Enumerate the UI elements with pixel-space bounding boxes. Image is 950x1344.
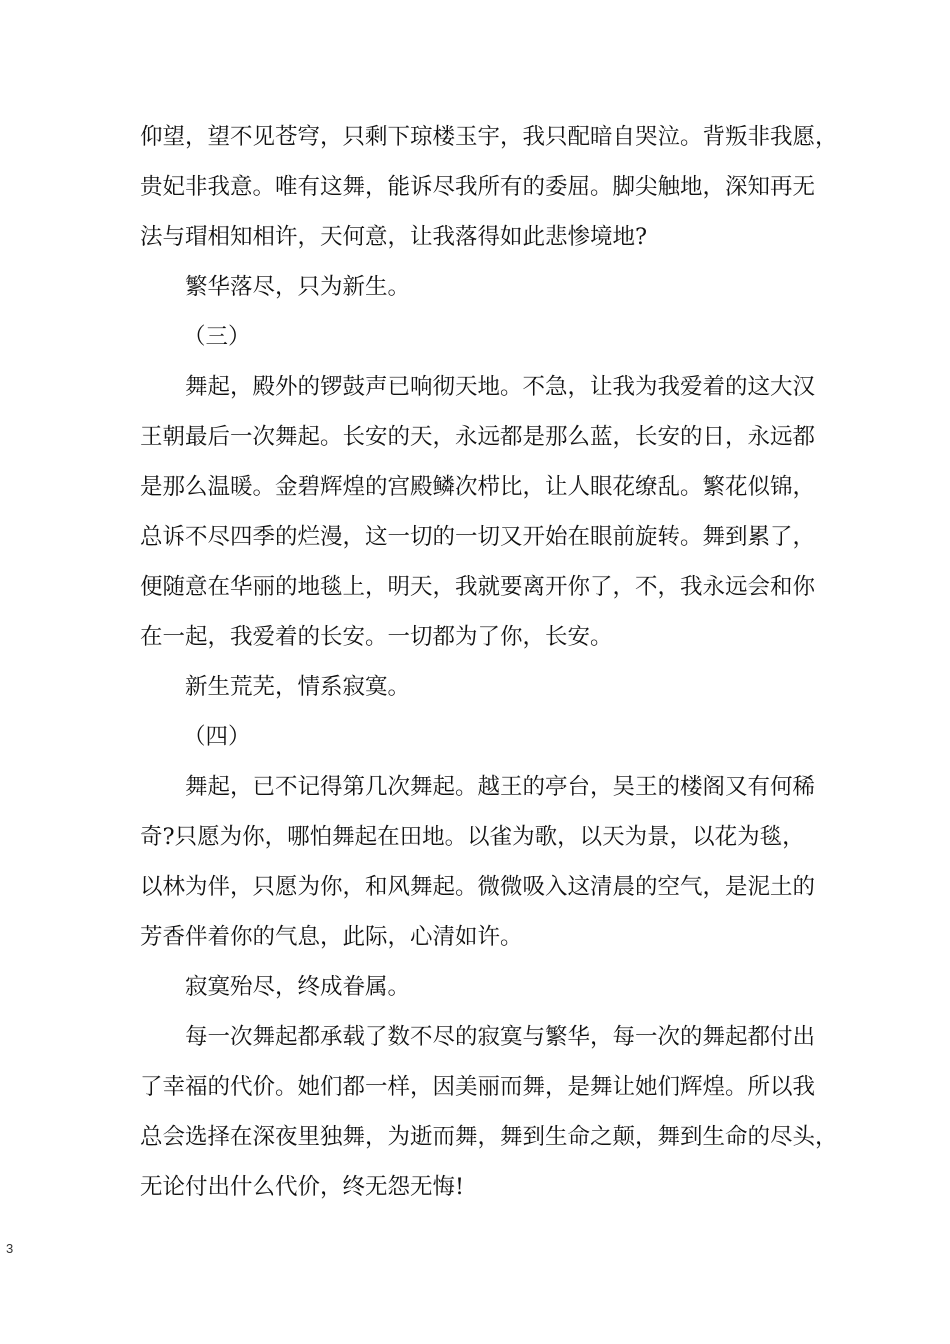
paragraph-line: 舞起，已不记得第几次舞起。越王的亭台，吴王的楼阁又有何稀 <box>185 774 816 800</box>
paragraph-line: 奇?只愿为你，哪怕舞起在田地。以雀为歌，以天为景，以花为毯， <box>140 824 805 850</box>
paragraph-line: 法与瑁相知相许，天何意，让我落得如此悲惨境地? <box>140 224 648 250</box>
paragraph-line: 芳香伴着你的气息，此际，心清如许。 <box>140 924 523 950</box>
paragraph-line: 舞起，殿外的锣鼓声已响彻天地。不急，让我为我爱着的这大汉 <box>185 374 816 400</box>
paragraph-line: 是那么温暖。金碧辉煌的宫殿鳞次栉比，让人眼花缭乱。繁花似锦， <box>140 474 816 500</box>
page-number: 3 <box>6 1241 14 1256</box>
paragraph-line: 在一起，我爱着的长安。一切都为了你，长安。 <box>140 624 613 650</box>
paragraph-line: 总会选择在深夜里独舞，为逝而舞，舞到生命之颠，舞到生命的尽头， <box>140 1124 838 1150</box>
section-heading: （四） <box>183 724 251 750</box>
paragraph-line: 便随意在华丽的地毯上，明天，我就要离开你了，不，我永远会和你 <box>140 574 816 600</box>
paragraph-line: 新生荒芜，情系寂寞。 <box>185 674 411 700</box>
paragraph-line: 王朝最后一次舞起。长安的天，永远都是那么蓝，长安的日，永远都 <box>140 424 816 450</box>
paragraph-line: 总诉不尽四季的烂漫，这一切的一切又开始在眼前旋转。舞到累了， <box>140 524 816 550</box>
paragraph-line: 寂寞殆尽，终成眷属。 <box>185 974 411 1000</box>
paragraph-line: 了幸福的代价。她们都一样，因美丽而舞，是舞让她们辉煌。所以我 <box>140 1074 816 1100</box>
paragraph-line: 无论付出什么代价，终无怨无悔! <box>140 1174 465 1200</box>
paragraph-line: 繁华落尽，只为新生。 <box>185 274 411 300</box>
paragraph-line: 以林为伴，只愿为你，和风舞起。微微吸入这清晨的空气，是泥土的 <box>140 874 816 900</box>
paragraph-line: 每一次舞起都承载了数不尽的寂寞与繁华，每一次的舞起都付出 <box>185 1024 816 1050</box>
paragraph-line: 贵妃非我意。唯有这舞，能诉尽我所有的委屈。脚尖触地，深知再无 <box>140 174 816 200</box>
paragraph-line: 仰望，望不见苍穹，只剩下琼楼玉宇，我只配暗自哭泣。背叛非我愿， <box>140 124 838 150</box>
section-heading: （三） <box>183 324 251 350</box>
